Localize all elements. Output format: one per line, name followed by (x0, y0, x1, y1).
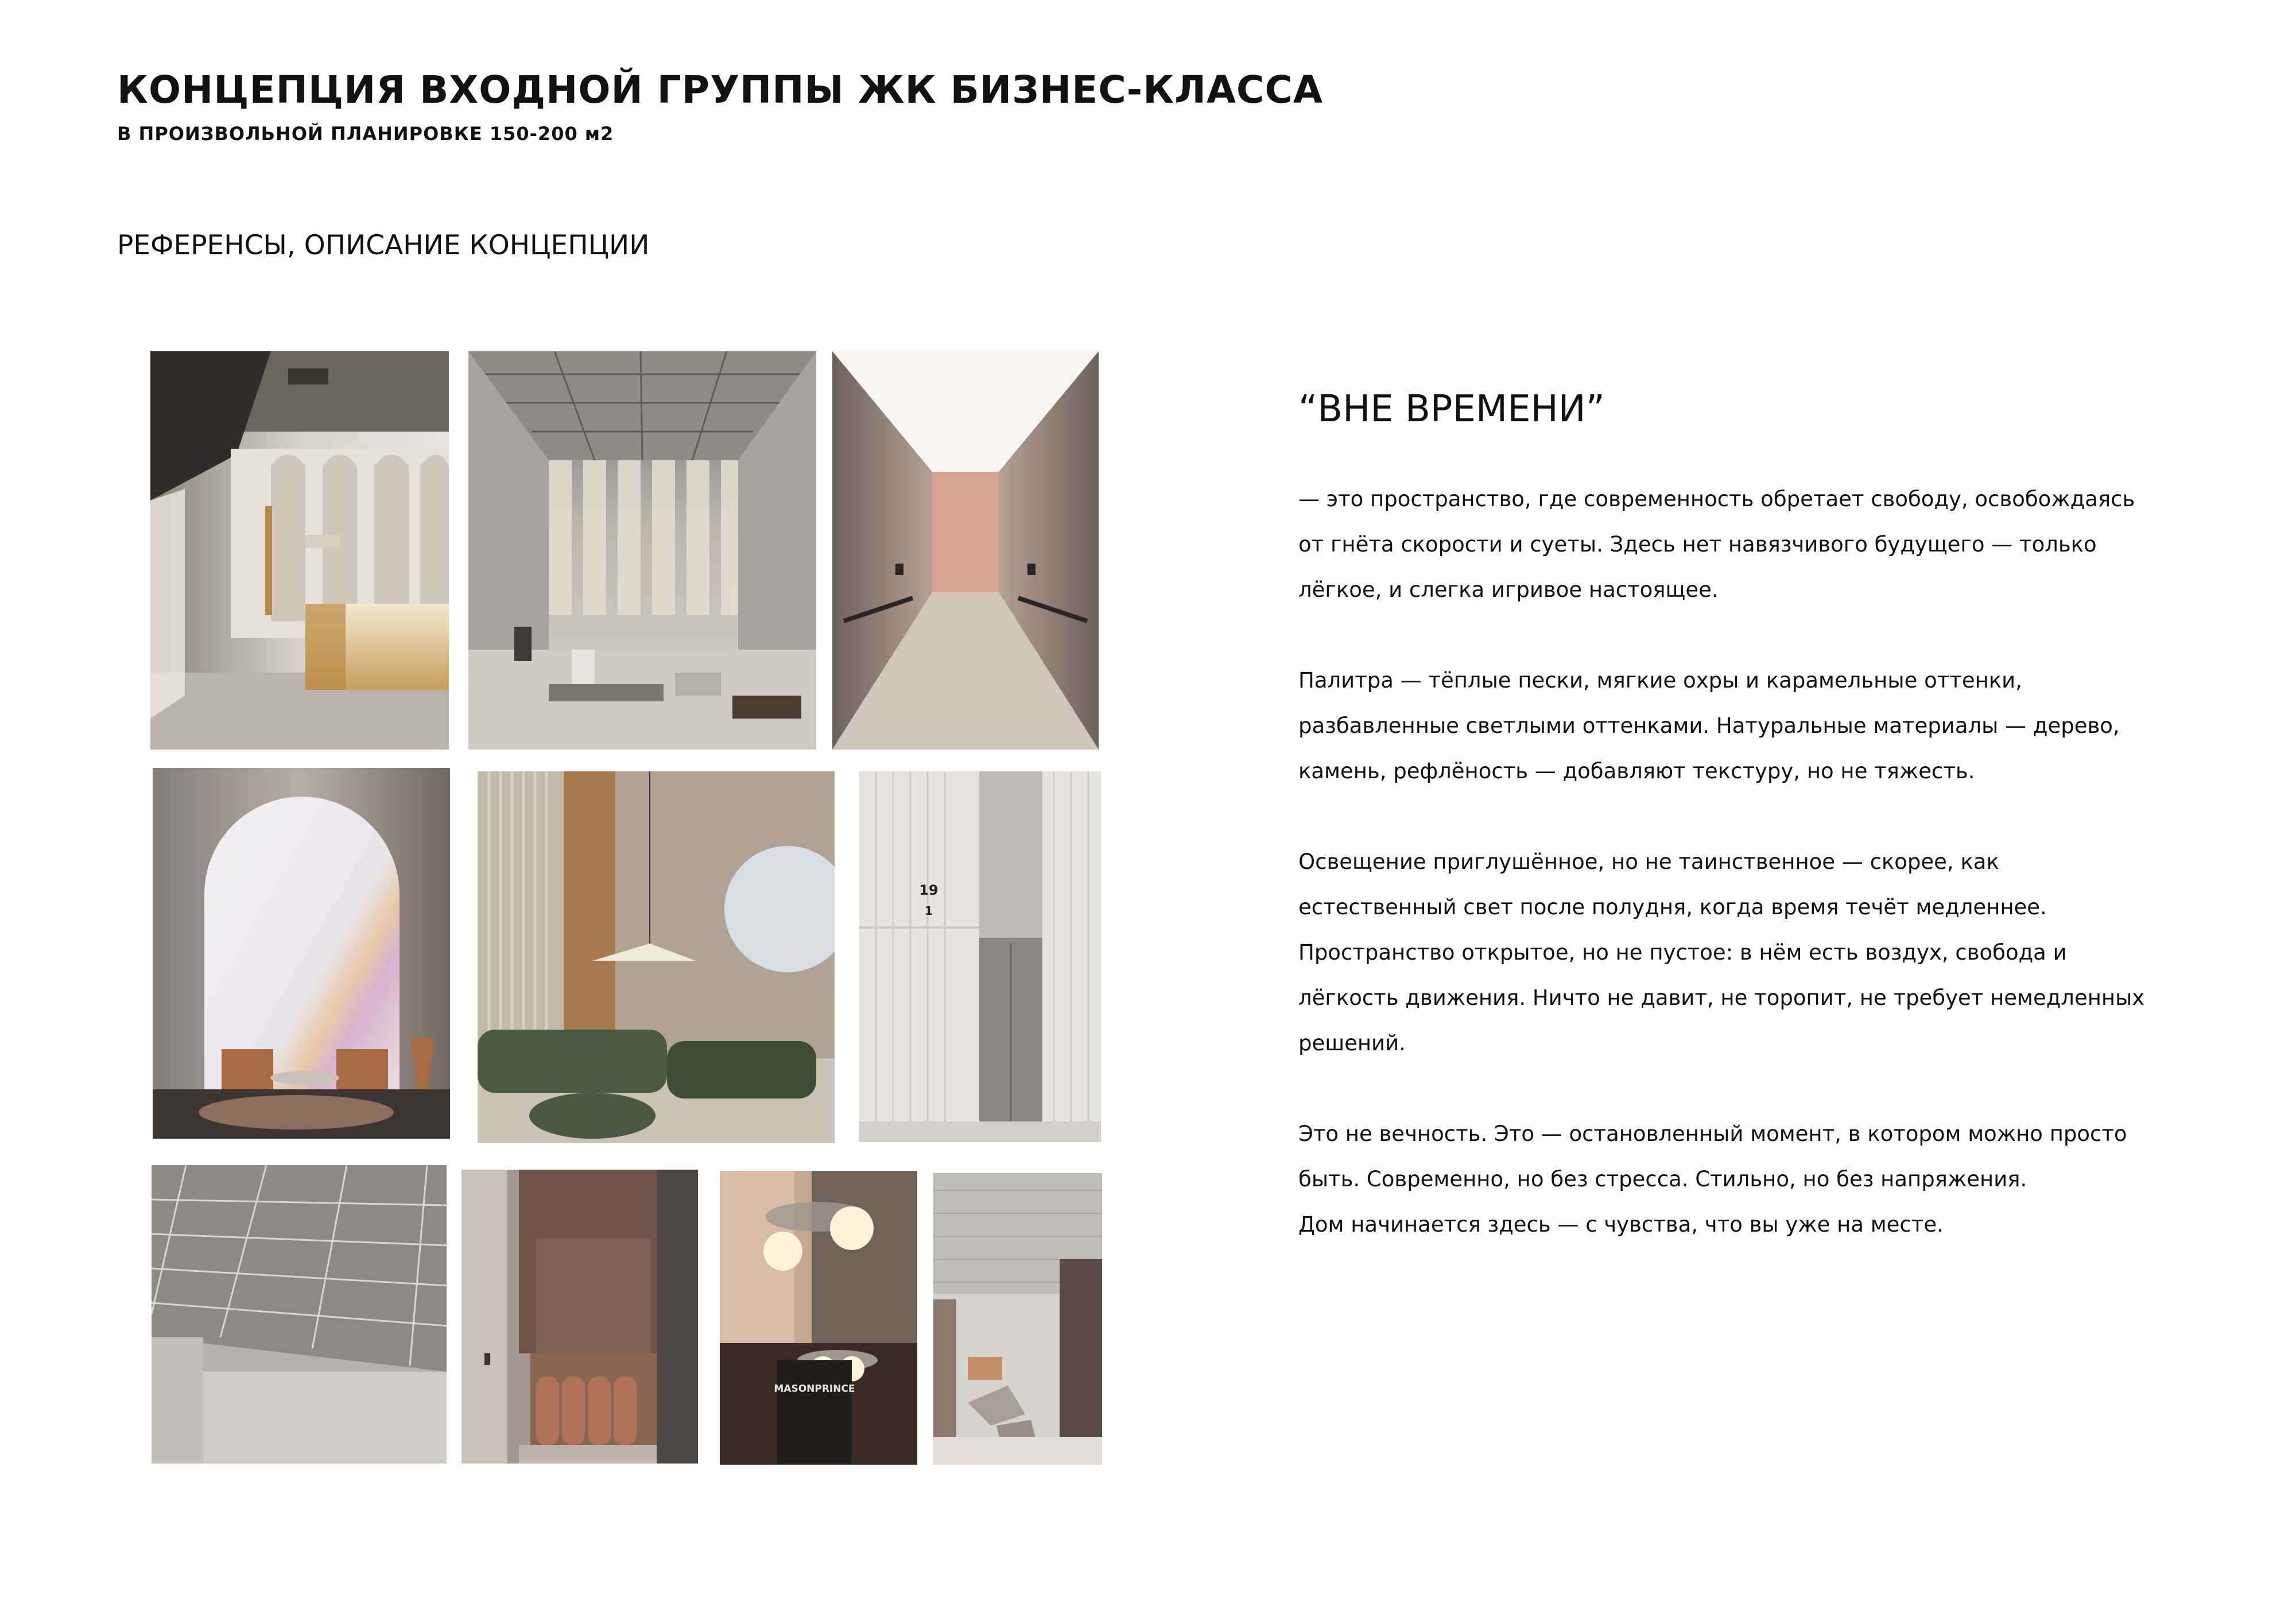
concept-line: Палитра — тёплые пески, мягкие охры и карамельные оттенки, (1298, 668, 2022, 693)
concept-line: камень, рефлёность — добавляют текстуру, но не тяжесть. (1298, 759, 1975, 783)
concept-line: естественный свет после полудня, когда время течёт медленнее. (1298, 895, 2047, 919)
photo-green-sofa-lounge (478, 771, 835, 1143)
photo-elevator-corridor (832, 351, 1099, 750)
photo-glass-atrium (468, 351, 816, 750)
concept-title: “ВНЕ ВРЕМЕНИ” (1298, 388, 1605, 430)
concept-line: Дом начинается здесь — с чувства, что вы уже на месте. (1298, 1212, 1944, 1237)
photo-grid-ceiling (152, 1165, 447, 1464)
section-heading: РЕФЕРЕНСЫ, ОПИСАНИЕ КОНЦЕПЦИИ (117, 230, 650, 261)
concept-paragraph-1 (1298, 476, 2194, 612)
photo-stone-garden (933, 1173, 1102, 1465)
elevator-floor-sub: 1 (925, 904, 933, 918)
concept-paragraph-3 (1298, 839, 2194, 1066)
photo-elevator-hall (859, 771, 1101, 1142)
page-subtitle: В ПРОИЗВОЛЬНОЙ ПЛАНИРОВКЕ 150-200 м2 (117, 123, 614, 145)
concept-line: Это не вечность. Это — остановленный момент, в котором можно просто (1298, 1121, 2127, 1146)
concept-line: разбавленные светлыми оттенками. Натуральные материалы — дерево, (1298, 713, 2120, 738)
photo-lobby-reception (150, 351, 449, 750)
concept-description (1298, 476, 2194, 1292)
page-title: КОНЦЕПЦИЯ ВХОДНОЙ ГРУППЫ ЖК БИЗНЕС-КЛАССА (117, 68, 1323, 112)
elevator-floor-number: 19 (919, 882, 938, 898)
concept-paragraph-2 (1298, 658, 2194, 794)
concept-line: лёгкое, и слегка игривое настоящее. (1298, 577, 1719, 602)
concept-line: Освещение приглушённое, но не таинственное — скорее, как (1298, 849, 1999, 874)
concept-line: лёгкость движения. Ничто не давит, не торопит, не требует немедленных (1298, 985, 2145, 1010)
photo-brown-bench-niche (461, 1170, 698, 1464)
concept-line: Пространство открытое, но не пустое: в нём есть воздух, свобода и (1298, 940, 2067, 965)
shop-sign-text: MASONPRINCE (774, 1383, 855, 1395)
concept-paragraph-4 (1298, 1111, 2194, 1247)
photo-arch-rainbow (153, 768, 450, 1139)
concept-line: решений. (1298, 1031, 1406, 1055)
concept-line: — это пространство, где современность обретает свободу, освобождаясь (1298, 487, 2135, 511)
concept-line: быть. Современно, но без стресса. Стильно, но без напряжения. (1298, 1167, 2027, 1191)
concept-line: от гнёта скорости и суеты. Здесь нет навязчивого будущего — только (1298, 532, 2097, 557)
photo-shop-pendant-lamps (720, 1171, 917, 1465)
